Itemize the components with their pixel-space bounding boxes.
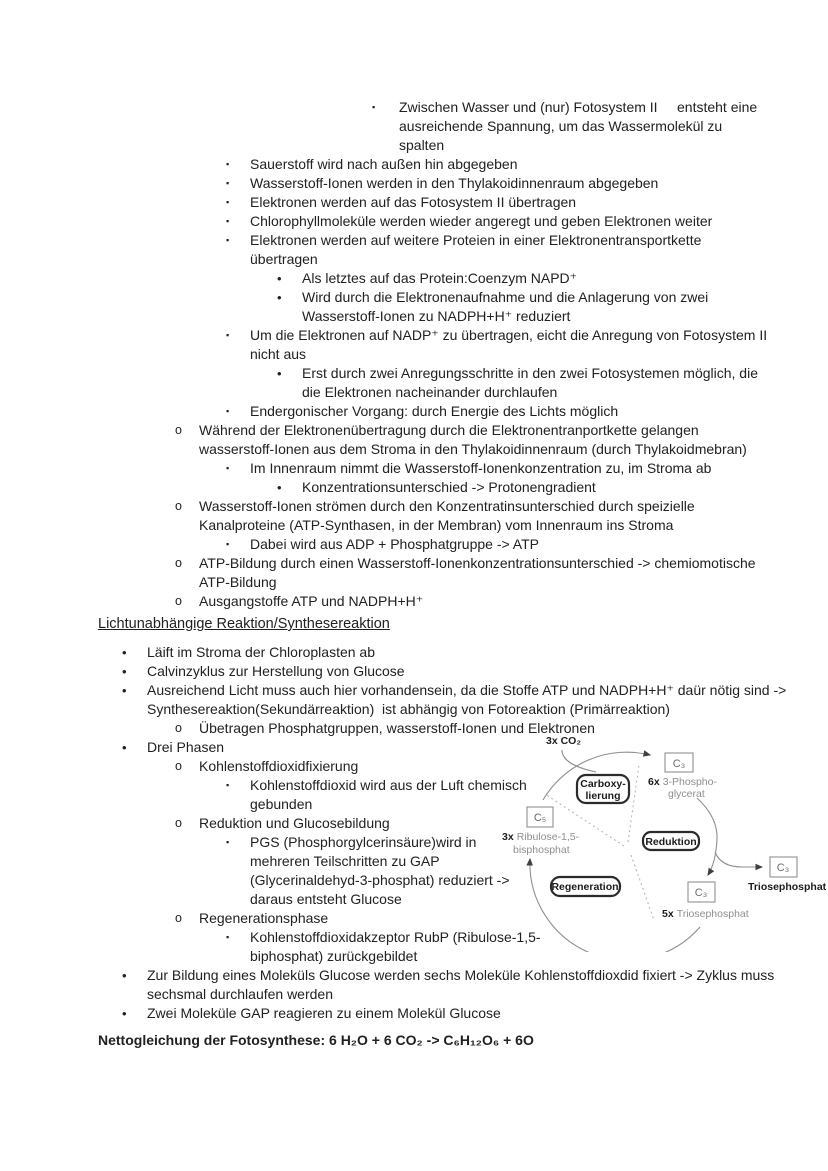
text-line: Endergonischer Vorgang: durch Energie des Lichts möglich: [250, 403, 619, 419]
triosephosphat-output-label: Triosephosphat: [748, 881, 827, 893]
text-line: Konzentrationsunterschied -> Protonengradient: [302, 479, 596, 495]
list-item: [0, 966, 828, 1004]
text-line: Wasserstoff-Ionen werden in den Thylakoidinnenraum abgegeben: [250, 175, 659, 191]
bullet-marker: •: [277, 271, 282, 286]
text-line: Um die Elektronen auf NADP⁺ zu übertragen, eicht die Anregung von Fotosystem II: [250, 327, 768, 343]
text-line: Kanalproteine (ATP-Synthasen, in der Membran) vom Innenraum ins Stroma: [199, 517, 674, 533]
text-line: Elektronen werden auf weitere Proteien in einer Elektronentransportkette: [250, 232, 702, 248]
rubp-label-line2: bisphosphat: [513, 844, 570, 856]
list-item: [0, 643, 828, 662]
text-line: spalten: [399, 137, 445, 153]
text-line: (Glycerinaldehyd-3-phosphat) reduziert ->: [250, 872, 510, 888]
text-line: Übetragen Phosphatgruppen, wasserstoff-Ionen und Elektronen: [199, 720, 595, 736]
bullet-marker: •: [277, 366, 282, 381]
reduction-arc-arrow: [697, 798, 717, 875]
bullet-marker: ▪: [226, 330, 230, 340]
text-line: Zwei Moleküle GAP reagieren zu einem Molekül Glucose: [147, 1005, 501, 1021]
text-line: Wasserstoff-Ionen strömen durch den Konzentratinsunterschied durch speizielle: [199, 498, 695, 514]
bullet-marker: o: [175, 423, 182, 437]
bullet-marker: ▪: [226, 216, 230, 226]
bullet-marker: ▪: [226, 197, 230, 207]
text-line: Läift im Stroma der Chloroplasten ab: [147, 644, 375, 660]
c5-node-label: C₅: [533, 812, 547, 824]
bullet-marker: ▪: [226, 463, 230, 473]
text-line: Elektronen werden auf das Fotosystem II übertragen: [250, 194, 577, 210]
text-line: übertragen: [250, 251, 318, 267]
list-item: [0, 364, 828, 402]
bullet-marker: •: [122, 1006, 127, 1021]
text-line: Während der Elektronenübertragung durch die Elektronentranportkette gelangen: [199, 422, 699, 438]
bullet-marker: ▪: [226, 178, 230, 188]
bullet-marker: ▪: [226, 780, 230, 790]
intro-list: [0, 98, 828, 611]
c3-output-node-label: C₃: [776, 862, 790, 874]
list-item: [0, 535, 828, 554]
bullet-marker: •: [122, 683, 127, 698]
net-equation: Nettogleichung der Fotosynthese: 6 H₂O + 6 CO₂ -> C₆H₁₂O₆ + 6O: [98, 1032, 534, 1048]
text-line: Dabei wird aus ADP + Phosphatgruppe -> ATP: [250, 536, 539, 552]
bullet-marker: o: [175, 499, 182, 513]
list-item: [0, 592, 828, 611]
text-line: Sauerstoff wird nach außen hin abgegeben: [250, 156, 518, 172]
bullet-marker: o: [175, 556, 182, 570]
text-line: nicht aus: [250, 346, 307, 362]
list-item: [0, 478, 828, 497]
bullet-marker: o: [175, 721, 182, 735]
list-item: [0, 554, 828, 592]
list-item: [0, 1004, 828, 1023]
bullet-marker: •: [122, 740, 127, 755]
bullet-marker: o: [175, 594, 182, 608]
bullet-marker: ▪: [372, 102, 376, 112]
list-item: [0, 326, 828, 364]
text-line: Chlorophyllmoleküle werden wieder angeregt und geben Elektronen weiter: [250, 213, 713, 229]
list-item: [0, 269, 828, 288]
text-line: daraus entsteht Glucose: [250, 891, 402, 907]
text-line: Kohlenstoffdioxidfixierung: [199, 758, 359, 774]
section-heading: Lichtunabhängige Reaktion/Synthesereaktion: [98, 616, 390, 632]
bullet-marker: ▪: [226, 932, 230, 942]
bullet-marker: ▪: [226, 406, 230, 416]
text-line: Zur Bildung eines Moleküls Glucose werden sechs Moleküle Kohlenstoffdioxdid fixiert -> Zyklus muss: [147, 967, 775, 983]
list-item: [0, 174, 828, 193]
sector-divider-line: [628, 765, 639, 842]
bullet-marker: ▪: [226, 837, 230, 847]
text-line: sechsmal durchlaufen werden: [147, 986, 333, 1002]
text-line: Calvinzyklus zur Herstellung von Glucose: [147, 663, 405, 679]
text-line: Reduktion und Glucosebildung: [199, 815, 390, 831]
carboxylation-phase-label: Carboxy-: [580, 778, 626, 790]
text-line: Wird durch die Elektronenaufnahme und die Anlagerung von zwei: [302, 289, 709, 305]
list-item: [0, 231, 828, 269]
text-line: Kohlenstoffdioxid wird aus der Luft chemisch: [250, 777, 527, 793]
text-line: Ausgangstoffe ATP und NADPH+H⁺: [199, 593, 424, 609]
c3-node-label: C₃: [672, 758, 686, 770]
rubp-label: 3x Ribulose-1,5-: [502, 831, 580, 843]
text-line: gebunden: [250, 796, 313, 812]
list-item: [0, 193, 828, 212]
text-line: Regenerationsphase: [199, 910, 329, 926]
triosephosphat-5x-label: 5x Triosephosphat: [662, 908, 749, 920]
sector-divider-line: [631, 855, 654, 920]
bullet-marker: ▪: [226, 235, 230, 245]
text-line: wasserstoff-Ionen aus dem Stroma in den Thylakoidinnenraum (durch Thylakoidmebran): [199, 441, 747, 457]
phosphoglycerat-label-line2: glycerat: [668, 788, 705, 800]
list-item: [0, 459, 828, 478]
list-item: [0, 288, 828, 326]
bullet-marker: •: [277, 290, 282, 305]
text-line: Wasserstoff-Ionen zu NADPH+H⁺ reduziert: [302, 308, 571, 324]
bullet-marker: ▪: [226, 159, 230, 169]
list-item: [0, 155, 828, 174]
text-line: PGS (Phosphorgylcerinsäure)wird in: [250, 834, 477, 850]
text-line: Als letztes auf das Protein:Coenzym NAPD⁺: [302, 270, 578, 286]
bullet-marker: •: [277, 480, 282, 495]
text-line: Ausreichend Licht muss auch hier vorhandensein, da die Stoffe ATP und NADPH+H⁺ daür nötig sind ->: [147, 682, 787, 698]
list-item: [0, 98, 828, 155]
bullet-marker: •: [122, 664, 127, 679]
text-line: Zwischen Wasser und (nur) Fotosystem II entsteht eine: [399, 99, 758, 115]
text-line: Im Innenraum nimmt die Wasserstoff-Ionenkonzentration zu, im Stroma ab: [250, 460, 712, 476]
phosphoglycerat-label: 6x 3-Phospho-: [648, 776, 717, 788]
bullet-marker: •: [122, 968, 127, 983]
carboxylation-phase-label-line2: lierung: [585, 790, 621, 802]
list-item: [0, 662, 828, 681]
text-line: Kohlenstoffdioxidakzeptor RubP (Ribulose-1,5-: [250, 929, 541, 945]
bullet-marker: o: [175, 911, 182, 925]
bullet-marker: o: [175, 759, 182, 773]
text-line: Drei Phasen: [147, 739, 225, 755]
bullet-marker: •: [122, 645, 127, 660]
list-item: [0, 497, 828, 535]
co2-input-arrow: [562, 750, 596, 772]
text-line: die Elektronen nacheinander durchlaufen: [302, 384, 558, 400]
bullet-marker: o: [175, 816, 182, 830]
co2-label: 3x CO₂: [546, 735, 582, 747]
regeneration-arc-arrow: [530, 859, 700, 952]
text-line: mehreren Teilschritten zu GAP: [250, 853, 440, 869]
c3-bottom-node-label: C₃: [694, 887, 708, 899]
text-line: ATP-Bildung durch einen Wasserstoff-Ionenkonzentrationsunterschied -> chemiomotische: [199, 555, 756, 571]
list-item: [0, 212, 828, 231]
bullet-marker: ▪: [226, 539, 230, 549]
calvin-cycle-diagram: [498, 720, 828, 952]
text-line: biphosphat) zurückgebildet: [250, 948, 418, 964]
text-line: ATP-Bildung: [199, 574, 277, 590]
reduction-phase-label: Reduktion: [645, 836, 697, 848]
list-item: [0, 681, 828, 719]
regeneration-phase-label: Regeneration: [551, 881, 619, 893]
text-line: Erst durch zwei Anregungsschritte in den zwei Fotosystemen möglich, die: [302, 365, 758, 381]
text-line: Synthesereaktion(Sekundärreaktion) ist abhängig von Fotoreaktion (Primärreaktion): [147, 701, 670, 717]
list-item: [0, 421, 828, 459]
list-item: [0, 402, 828, 421]
text-line: ausreichende Spannung, um das Wassermolekül zu: [399, 118, 723, 134]
triose-output-arrow: [715, 852, 762, 867]
